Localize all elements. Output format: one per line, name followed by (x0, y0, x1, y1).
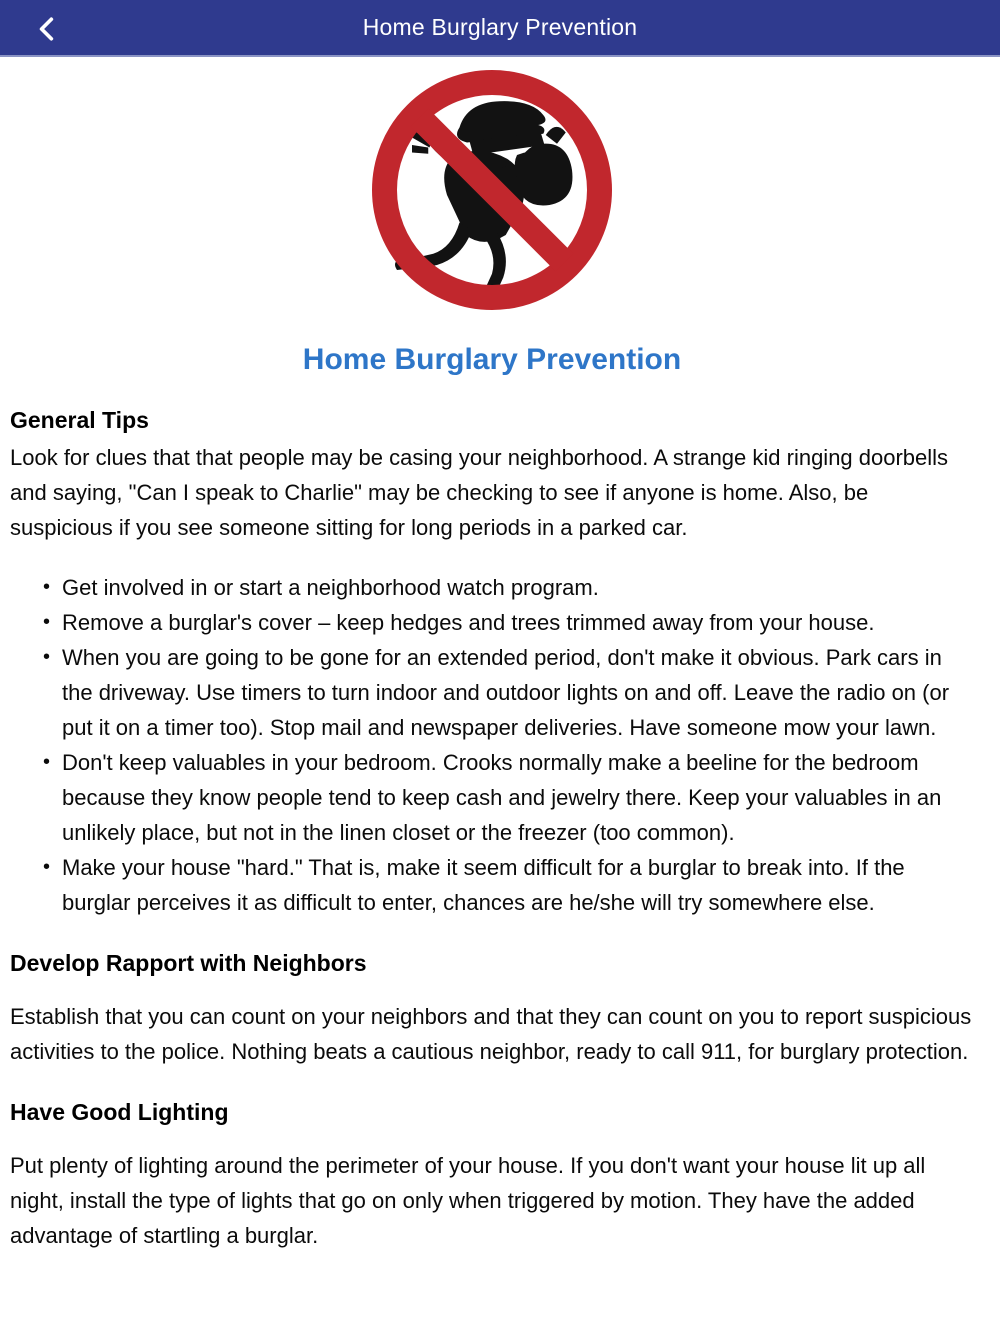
tip-item: • Make your house "hard." That is, make it seem difficult for a burglar to break into. If the burglar perceives it as difficult to enter, chances are he/she will try somewhere else. (62, 850, 974, 920)
section-heading-lighting: Have Good Lighting (10, 1099, 229, 1125)
tip-item: • When you are going to be gone for an extended period, don't make it obvious. Park cars in the driveway. Use timers to turn indoor and outdoor lights on and off. Leave the radio on (or put it on a timer too). Stop mail and newspaper deliveries. Have someone mow your lawn. (62, 640, 974, 745)
app-header (0, 0, 1000, 57)
no-burglar-sign-graphic (367, 65, 617, 315)
section-heading-general-tips: General Tips (10, 407, 149, 433)
lighting-paragraph: Put plenty of lighting around the perimeter of your house. If you don't want your house lit up all night, install the type of lights that go on only when triggered by motion. They have the added advantage of startling a burglar. (10, 1153, 926, 1248)
chevron-left-icon (34, 11, 60, 47)
tips-list (10, 570, 974, 920)
page-title: Home Burglary Prevention (302, 343, 682, 376)
tip-item: • Remove a burglar's cover – keep hedges and trees trimmed away from your house. (62, 605, 974, 640)
article-body (0, 65, 1000, 1253)
back-button[interactable] (22, 0, 72, 57)
header-title: Home Burglary Prevention (362, 14, 638, 40)
rapport-paragraph: Establish that you can count on your neighbors and that they can count on you to report suspicious activities to the police. Nothing beats a cautious neighbor, ready to call 911, for burglary protection. (10, 1004, 972, 1064)
tip-item: • Don't keep valuables in your bedroom. Crooks normally make a beeline for the bedroom because they know people tend to keep cash and jewelry there. Keep your valuables in an unlikely place, but not in the linen closet or the freezer (too common). (62, 745, 974, 850)
general-tips-intro: Look for clues that that people may be casing your neighborhood. A strange kid ringing doorbells and saying, "Can I speak to Charlie" may be checking to see if anyone is home. Also, be suspicious if you see someone sitting for long periods in a parked car. (10, 445, 949, 540)
tip-item: • Get involved in or start a neighborhood watch program. (62, 570, 974, 605)
section-heading-rapport: Develop Rapport with Neighbors (10, 950, 367, 976)
no-burglar-sign-image (10, 65, 974, 317)
